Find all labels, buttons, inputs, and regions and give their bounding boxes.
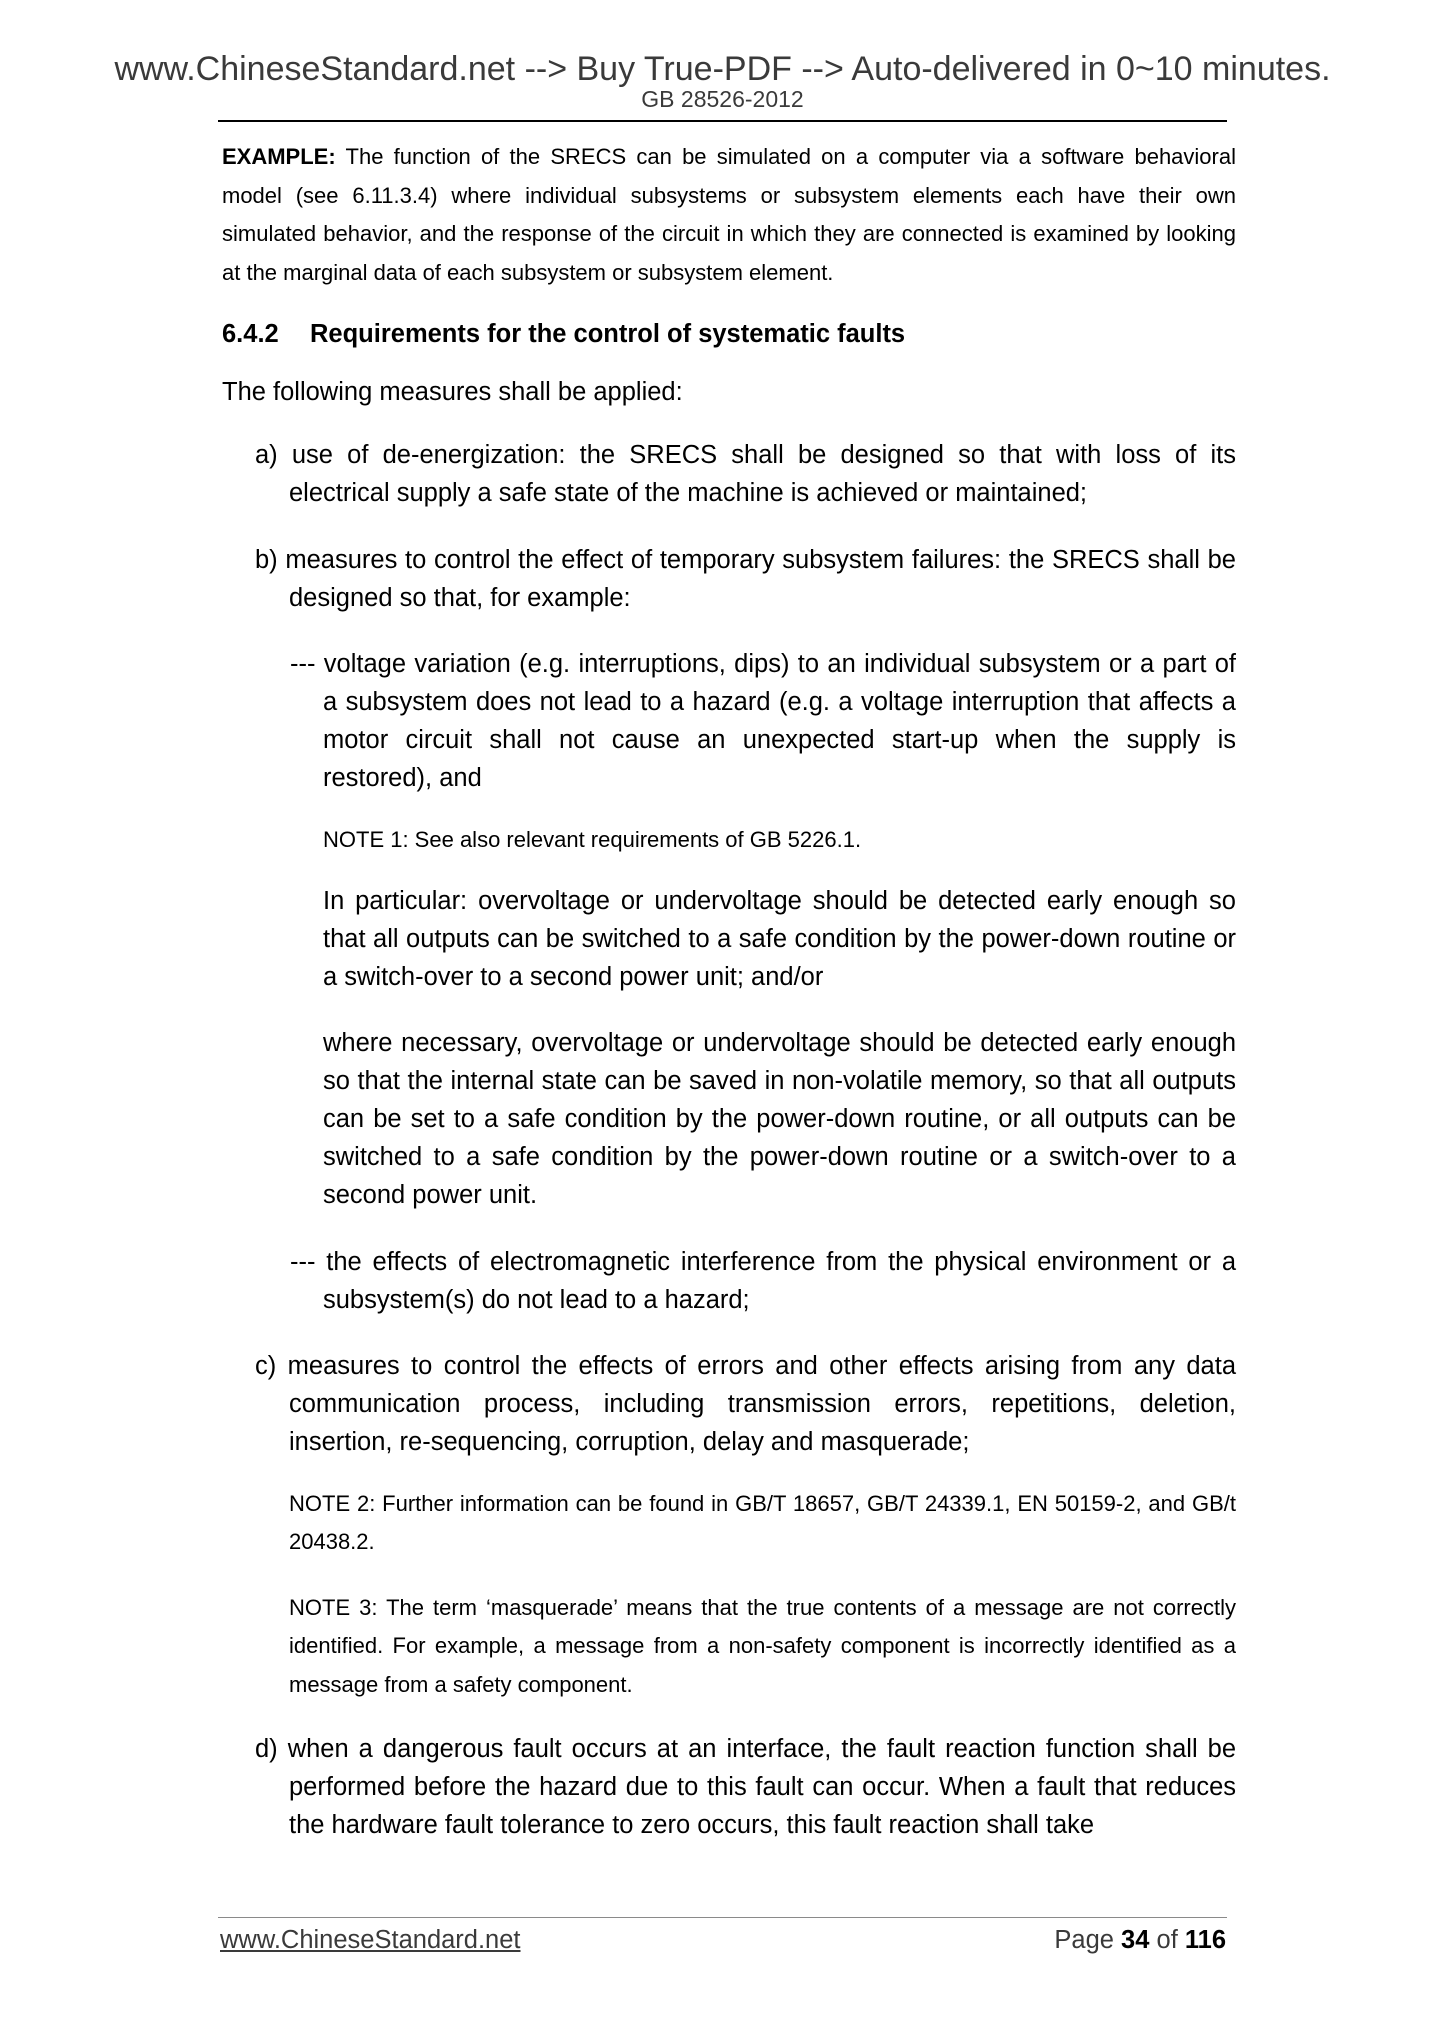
- dash-item-voltage: --- voltage variation (e.g. interruptions, dips) to an individual subsystem or a part of a subsystem does not lead to a hazard (e.g. a voltage interruption that affects a motor circuit shall not cause an unexpected start-up when the supply is restored), and: [290, 650, 1236, 792]
- note-2: NOTE 2: Further information can be found in GB/T 18657, GB/T 24339.1, EN 50159-2, and GB/t 20438.2.: [289, 1490, 1236, 1554]
- standard-number: GB 28526-2012: [641, 86, 804, 112]
- note-1: NOTE 1: See also relevant requirements of GB 5226.1.: [323, 827, 862, 852]
- page-total: 116: [1184, 1926, 1226, 1954]
- footer-website-link[interactable]: www.ChineseStandard.net: [220, 1926, 521, 1954]
- promo-banner: www.ChineseStandard.net --> Buy True-PDF --> Auto-delivered in 0~10 minutes.: [114, 50, 1331, 88]
- page-indicator: [980, 1926, 1226, 1955]
- page-prefix: Page: [1054, 1926, 1122, 1954]
- paragraph-where-necessary: where necessary, overvoltage or undervoltage should be detected early enough so that the internal state can be saved in non-volatile memory, so that all outputs can be set to a safe condition by the power-down routine, or all outputs can be switched to a safe condition by the power-down routine or a switch-over to a second power unit.: [323, 1028, 1236, 1209]
- list-item-c: c) measures to control the effects of errors and other effects arising from any data communication process, including transmission errors, repetitions, deletion, insertion, re-sequencing, corruption, delay and masquerade;: [255, 1351, 1236, 1456]
- footer-divider: [218, 1917, 1227, 1918]
- section-title: Requirements for the control of systematic faults: [310, 320, 906, 348]
- paragraph-in-particular: In particular: overvoltage or undervoltage should be detected early enough so that all outputs can be switched to a safe condition by the power-down routine or a switch-over to a second power unit; and/or: [323, 886, 1236, 991]
- dash-item-emi: --- the effects of electromagnetic interference from the physical environment or a subsystem(s) do not lead to a hazard;: [290, 1247, 1236, 1314]
- list-item-d: d) when a dangerous fault occurs at an interface, the fault reaction function shall be performed before the hazard due to this fault can occur. When a fault that reduces the hardware fault tolerance to zero occurs, this fault reaction shall take: [255, 1735, 1236, 1839]
- page-number: 34: [1121, 1926, 1150, 1954]
- section-number: 6.4.2: [222, 320, 279, 348]
- example-text: The function of the SRECS can be simulated on a computer via a software behavioral model (see 6.11.3.4) where individual subsystems or subsystem elements each have their own simulated behavior, and the response of the circuit in which they are connected is examined by looking at the marginal data of each subsystem or subsystem element.: [222, 144, 1236, 285]
- intro-paragraph: The following measures shall be applied:: [222, 378, 683, 406]
- section-heading: [222, 315, 1236, 353]
- page-content: [222, 138, 1236, 1844]
- example-label: EXAMPLE:: [222, 144, 336, 169]
- example-paragraph: [222, 138, 1236, 292]
- list-item-b: b) measures to control the effect of temporary subsystem failures: the SRECS shall be designed so that, for example:: [255, 546, 1236, 612]
- page-of: of: [1149, 1926, 1185, 1954]
- note-3: NOTE 3: The term ‘masquerade’ means that the true contents of a message are not correctly identified. For example, a message from a non-safety component is incorrectly identified as a message from a safety component.: [289, 1594, 1236, 1697]
- list-item-a: a) use of de-energization: the SRECS shall be designed so that with loss of its electrical supply a safe state of the machine is achieved or maintained;: [255, 441, 1236, 507]
- header-divider: [218, 120, 1227, 122]
